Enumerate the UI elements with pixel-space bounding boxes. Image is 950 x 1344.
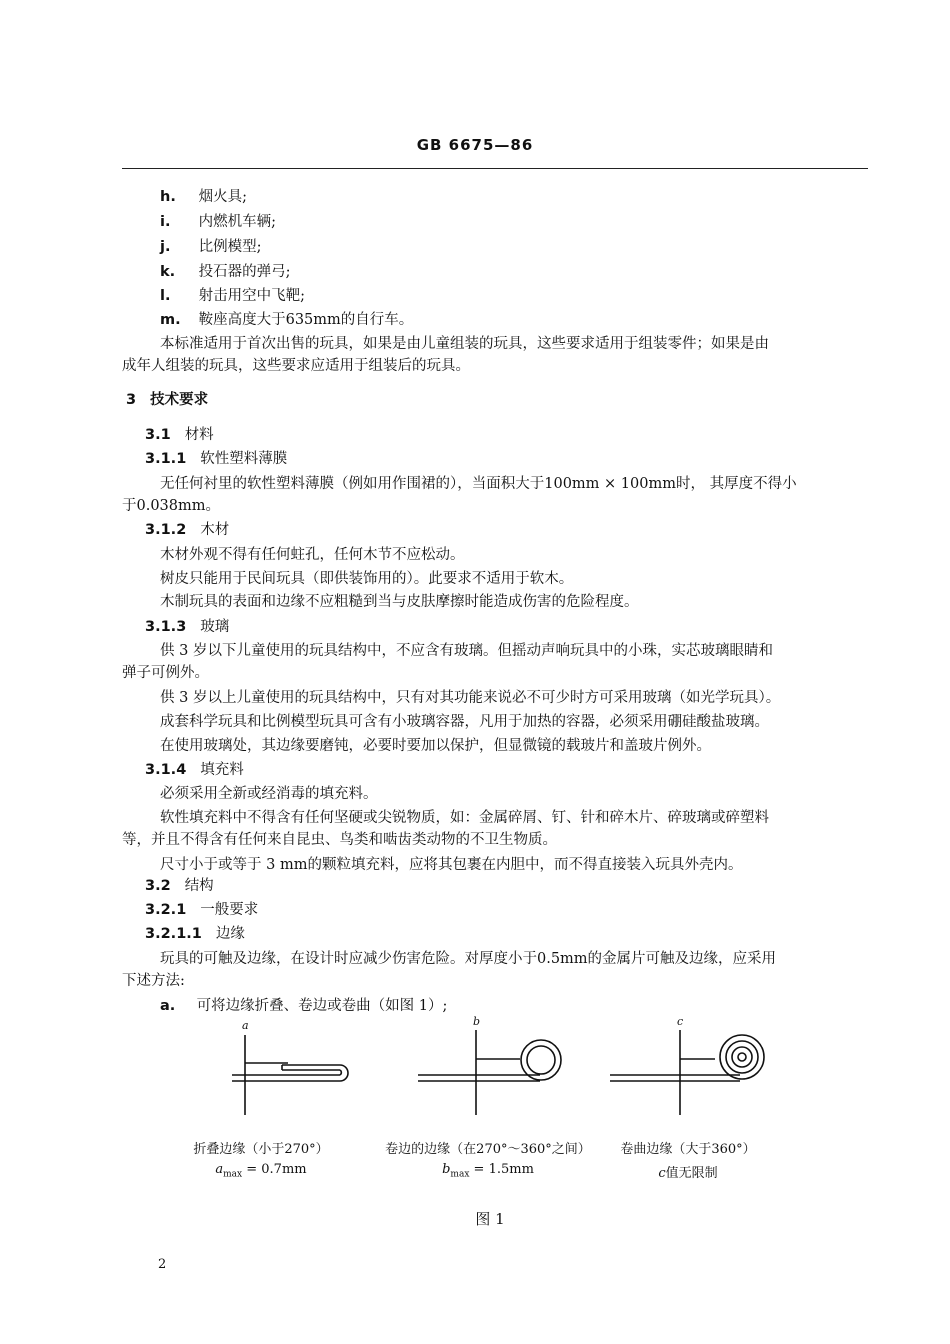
- glass-para-1-line1: 供 3 岁以下儿童使用的玩具结构中，不应含有玻璃。但摇动声响玩具中的小珠，实芯玻璃眼睛和: [160, 643, 773, 659]
- limit-subscript: max: [223, 1169, 243, 1180]
- section-number: 3.1.3: [145, 619, 187, 635]
- section-title: 材料: [184, 427, 214, 443]
- section-title: 技术要求: [150, 391, 209, 408]
- section-number: 3.1.2: [145, 522, 187, 538]
- figure-marker-c: c: [677, 1015, 684, 1028]
- wood-para-1: 木材外观不得有任何蛀孔，任何木节不应松动。: [160, 547, 465, 563]
- film-para-line2: 于0.038mm。: [122, 498, 221, 514]
- edge-item-a: [160, 996, 447, 1016]
- list-letter: j.: [160, 239, 171, 255]
- list-letter: m.: [160, 312, 181, 328]
- folded-edge-drawing: [232, 1035, 348, 1115]
- page-number: 2: [158, 1257, 167, 1272]
- scope-para-line2: 成年人组装的玩具，这些要求应适用于组装后的玩具。: [122, 358, 470, 374]
- filling-para-2-line1: 软性填充料中不得含有任何坚硬或尖锐物质，如：金属碎屑、钉、针和碎木片、碎玻璃或碎塑料: [160, 810, 769, 826]
- filling-para-3: 尺寸小于或等于 3 mm的颗粒填充料，应将其包裹在内胆中，而不得直接装入玩具外壳内。: [160, 857, 743, 873]
- section-number: 3.2: [145, 878, 171, 894]
- figure-marker-b: b: [473, 1015, 481, 1028]
- section-title: 填充料: [200, 762, 244, 778]
- limit-rolled-edge: [378, 1162, 598, 1180]
- section-number: 3.1.4: [145, 762, 187, 778]
- item-text: 可将边缘折叠、卷边或卷曲（如图 1）;: [196, 998, 448, 1014]
- section-3-1-3-heading: [145, 617, 229, 637]
- filling-para-2-line2: 等，并且不得含有任何来自昆虫、鸟类和啮齿类动物的不卫生物质。: [122, 832, 557, 848]
- figure-marker-a: a: [242, 1019, 249, 1032]
- list-letter: k.: [160, 264, 176, 280]
- list-item: [160, 310, 413, 330]
- list-text: 投石器的弹弓;: [198, 264, 291, 280]
- section-3-heading: [126, 390, 208, 410]
- list-letter: i.: [160, 214, 171, 230]
- scope-para-line1: 本标准适用于首次出售的玩具，如果是由儿童组装的玩具，这些要求适用于组装零件；如果是由: [160, 336, 769, 352]
- section-3-2-1-1-heading: [145, 924, 245, 944]
- list-text: 烟火具;: [198, 189, 247, 205]
- section-number: 3.2.1: [145, 902, 187, 918]
- section-3-1-heading: [145, 425, 214, 445]
- limit-folded-edge: [186, 1162, 336, 1180]
- caption-folded-edge: 折叠边缘（小于270°）: [193, 1142, 329, 1157]
- list-item: [160, 237, 262, 257]
- figure-1-drawings: [0, 1015, 950, 1125]
- list-item: [160, 187, 247, 207]
- rolled-edge-drawing: [418, 1030, 561, 1115]
- list-text: 射击用空中飞靶;: [198, 288, 305, 304]
- wood-para-2: 树皮只能用于民间玩具（即供装饰用的）。此要求不适用于软木。: [160, 571, 574, 587]
- edge-para-line2: 下述方法:: [122, 973, 185, 989]
- figure-label: 图 1: [475, 1210, 505, 1228]
- wood-para-3: 木制玩具的表面和边缘不应粗糙到当与皮肤摩擦时能造成伤害的危险程度。: [160, 594, 639, 610]
- list-item: [160, 262, 291, 282]
- section-3-1-4-heading: [145, 760, 244, 780]
- section-number: 3: [126, 392, 137, 408]
- filling-para-1: 必须采用全新或经消毒的填充料。: [160, 786, 378, 802]
- limit-curled-edge: [608, 1162, 768, 1181]
- film-para-line1: 无任何衬里的软性塑料薄膜（例如用作围裙的），当面积大于100mm × 100mm时， 其厚度不得小: [160, 476, 797, 492]
- item-letter: a.: [160, 998, 176, 1014]
- section-number: 3.2.1.1: [145, 926, 202, 942]
- glass-para-3: 成套科学玩具和比例模型玩具可含有小玻璃容器，凡用于加热的容器，必须采用硼硅酸盐玻璃。: [160, 714, 769, 730]
- standard-code-header: GB 6675—86: [416, 136, 534, 154]
- limit-symbol: a: [215, 1162, 224, 1177]
- glass-para-4: 在使用玻璃处，其边缘要磨钝，必要时要加以保护，但显微镜的载玻片和盖玻片例外。: [160, 738, 711, 754]
- list-item: [160, 286, 305, 306]
- list-text: 鞍座高度大于635mm的自行车。: [198, 312, 414, 328]
- list-text: 内燃机车辆;: [198, 214, 276, 230]
- section-title: 结构: [184, 878, 214, 894]
- caption-curled-edge: 卷曲边缘（大于360°）: [620, 1142, 756, 1157]
- glass-para-1-line2: 弹子可例外。: [122, 665, 209, 681]
- section-title: 软性塑料薄膜: [200, 451, 288, 467]
- list-letter: h.: [160, 189, 176, 205]
- edge-para-line1: 玩具的可触及边缘，在设计时应减少伤害危险。对厚度小于0.5mm的金属片可触及边缘，应采用: [160, 951, 777, 967]
- section-number: 3.1.1: [145, 451, 187, 467]
- limit-subscript: max: [450, 1169, 470, 1180]
- glass-para-2: 供 3 岁以上儿童使用的玩具结构中，只有对其功能来说必不可少时方可采用玻璃（如光学玩具）。: [160, 690, 781, 706]
- curled-edge-drawing: [610, 1030, 764, 1115]
- list-item: [160, 212, 276, 232]
- section-title: 木材: [200, 522, 230, 538]
- section-3-1-1-heading: [145, 449, 287, 469]
- limit-value: = 0.7mm: [242, 1162, 307, 1177]
- section-title: 玻璃: [200, 619, 230, 635]
- limit-value: 值无限制: [665, 1166, 718, 1181]
- section-3-2-heading: [145, 876, 214, 896]
- section-3-1-2-heading: [145, 520, 229, 540]
- header-rule: [122, 168, 868, 169]
- section-number: 3.1: [145, 427, 171, 443]
- section-3-2-1-heading: [145, 900, 258, 920]
- caption-rolled-edge: 卷边的边缘（在270°～360°之间）: [385, 1142, 591, 1157]
- section-title: 边缘: [215, 926, 245, 942]
- limit-value: = 1.5mm: [469, 1162, 534, 1177]
- limit-symbol: b: [442, 1162, 451, 1177]
- list-letter: l.: [160, 288, 171, 304]
- limit-symbol: c: [658, 1166, 666, 1181]
- section-title: 一般要求: [200, 902, 259, 918]
- list-text: 比例模型;: [198, 239, 262, 255]
